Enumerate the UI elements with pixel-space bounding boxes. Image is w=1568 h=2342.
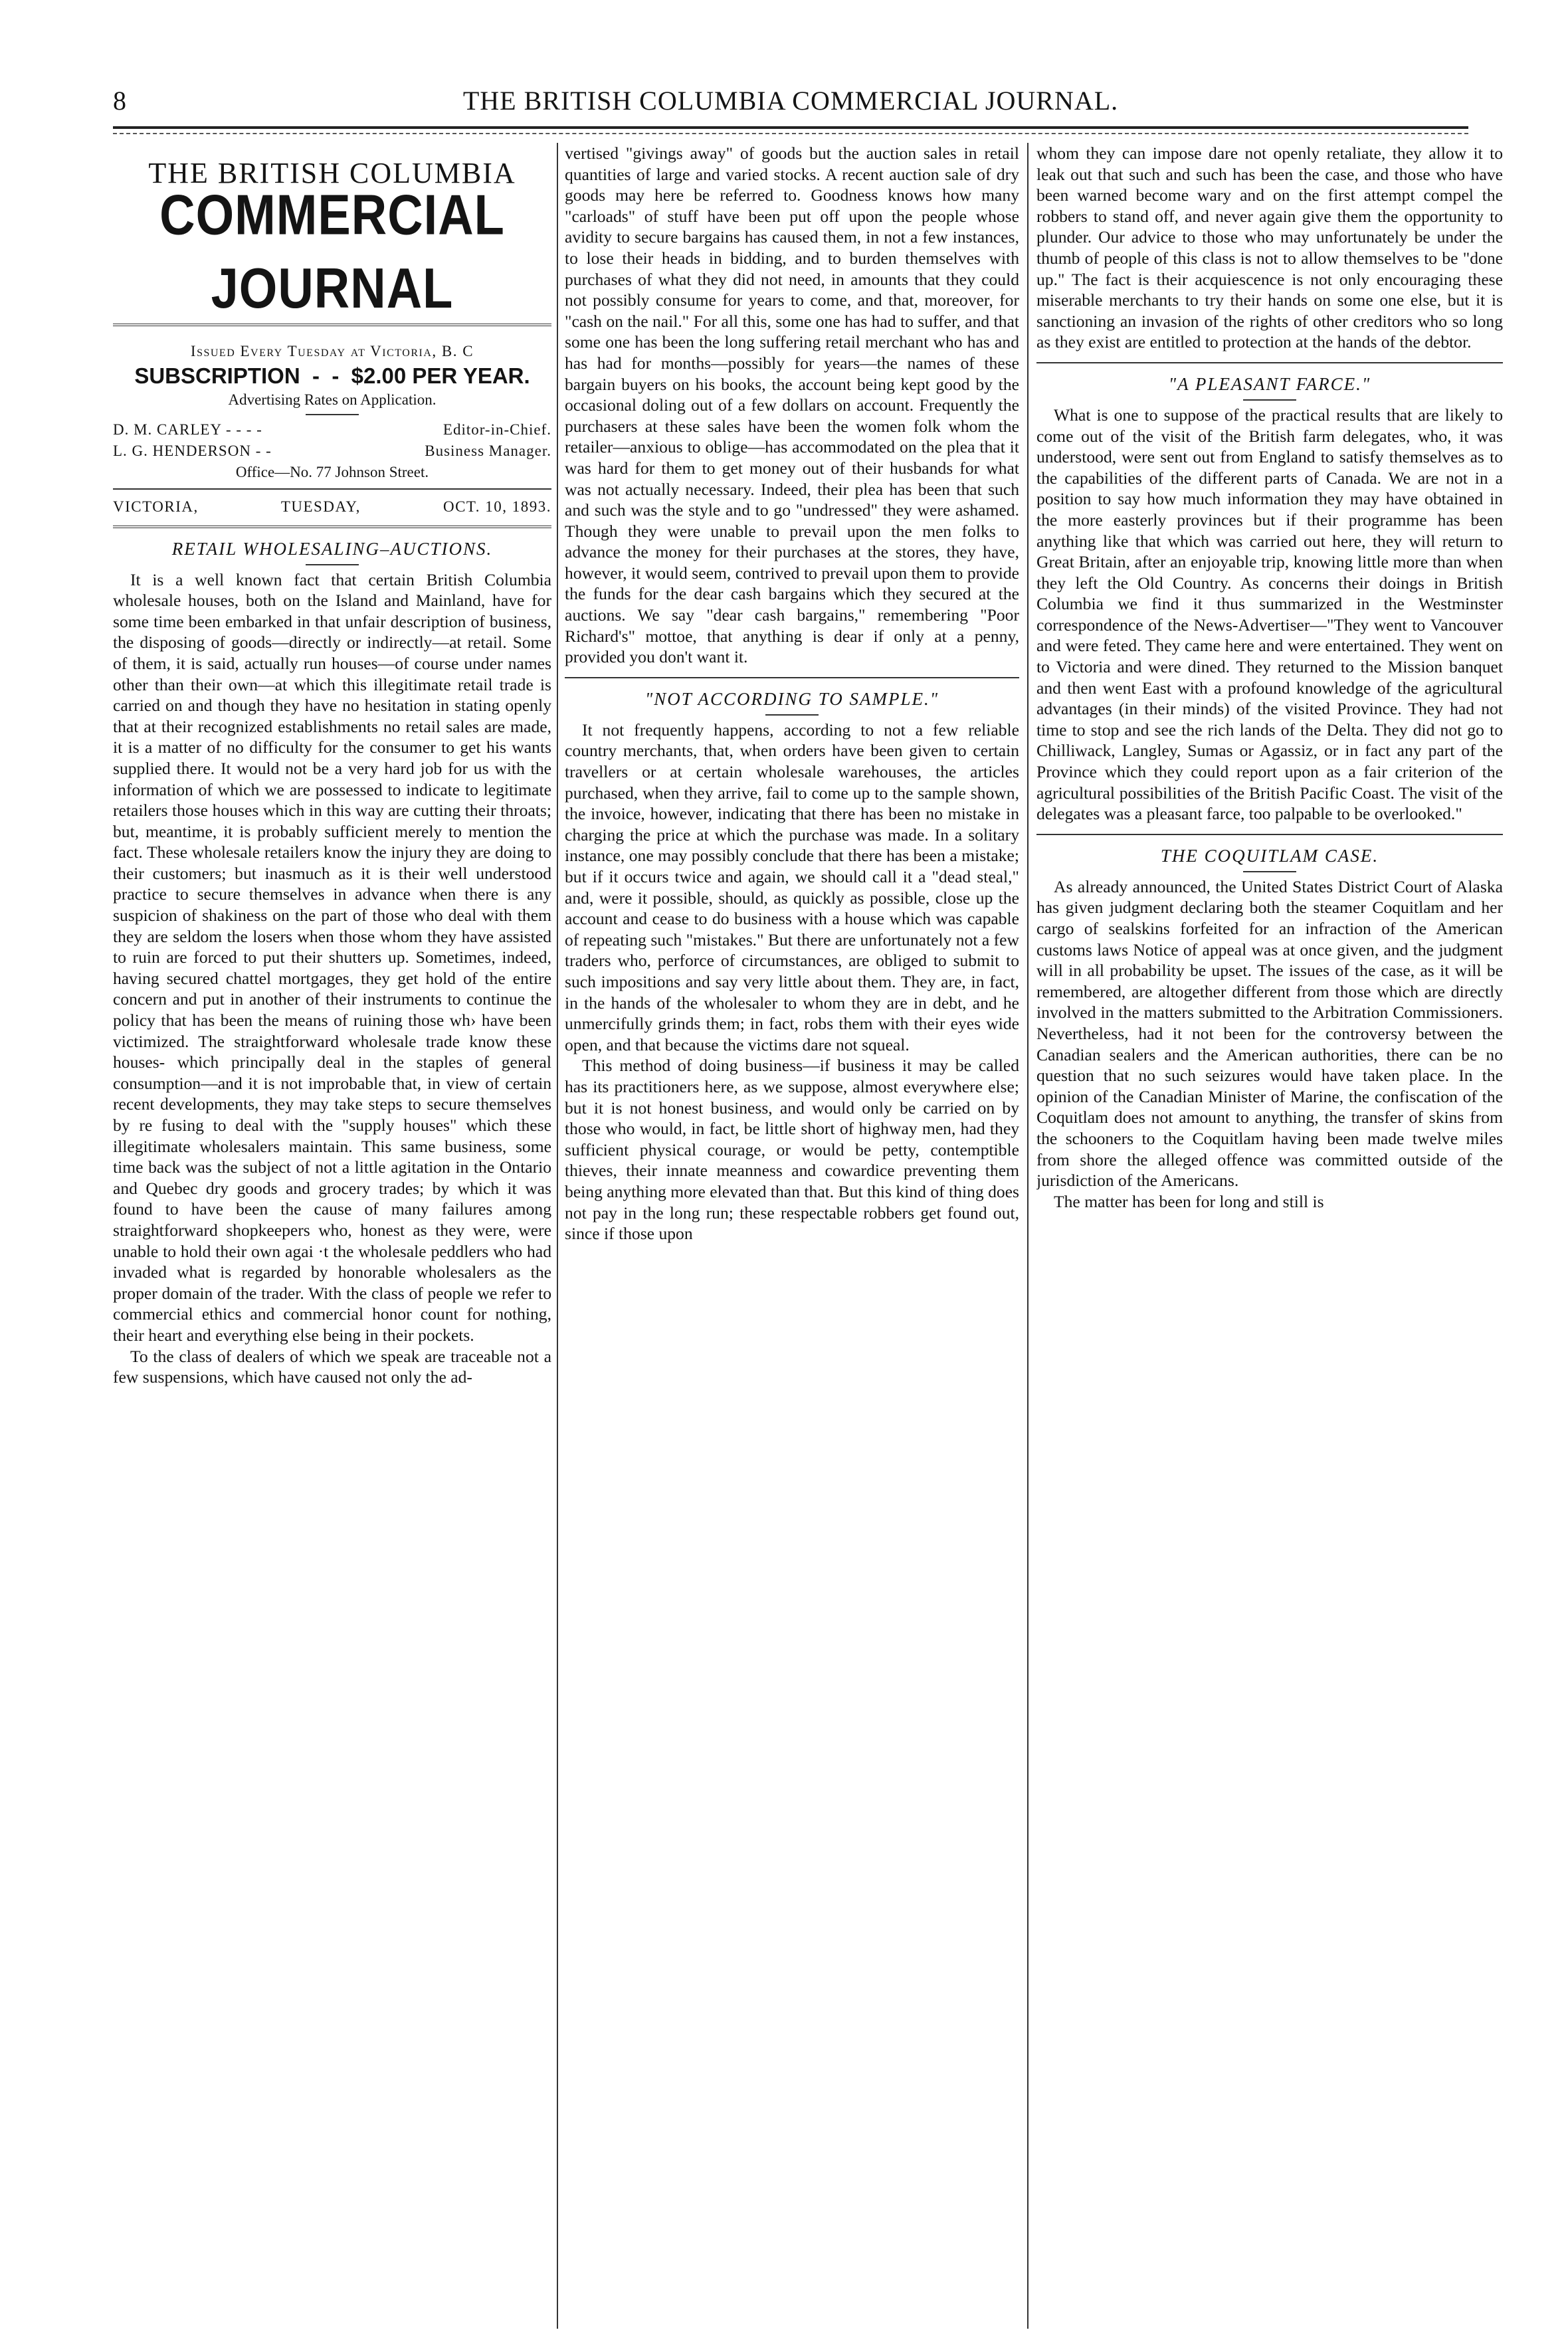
- page-number: 8: [113, 86, 126, 116]
- article-heading-coquitlam: THE COQUITLAM CASE.: [1160, 845, 1379, 866]
- article-heading-farce: "A PLEASANT FARCE.": [1168, 373, 1371, 394]
- column-divider: [1027, 143, 1029, 2329]
- rule: [1036, 834, 1503, 835]
- short-rule: [306, 414, 359, 415]
- rule: [113, 488, 551, 490]
- running-journal-title: THE BRITISH COLUMBIA COMMERCIAL JOURNAL.: [462, 86, 1119, 116]
- article-paragraph: The matter has been for long and still is: [1054, 1191, 1324, 1211]
- office-line: Office—No. 77 Johnson Street.: [235, 464, 429, 481]
- short-rule: [1243, 871, 1296, 872]
- article-heading-sample: "NOT ACCORDING TO SAMPLE.": [644, 688, 939, 709]
- article-paragraph: This method of doing business—if business it may be called has its practitioners here, as we suppose, almost everywhere else; but it is not honest business, and would only be carried on by those who would, in fact, be little short of highway men, had they sufficient physical courage, or would be petty, contemptible thieves, their innate meanness and cowardice preventing them being anything more elevated than that. But this kind of thing does not pay in the long run; these respectable robbers get found out, since if those upon: [565, 1056, 1019, 1244]
- article-paragraph: It is a well known fact that certain British Columbia wholesale houses, both on the Island and Mainland, have for some time been embarked in that unfair description of business, the disposing of goods—directly or indirectly—at retail. Some of them, it is said, actually run houses—of course under names other than their own—at which this illegitimate retail trade is carried on and though they have no hesitation in stating openly that at their recognized establishments no retail sales are made, it is a matter of no difficulty for the consumer to get his wants supplied there. It would not be a very hard job for us with the information of which we are possessed to indicate to legitimate retailers those houses which in this way are cutting their throats; but, meantime, it is probably sufficient merely to mention the fact. These wholesale retailers know the injury they are doing to their customers; but inasmuch as it is their well understood practice to secure themselves in advance when there is any suspicion of shakiness on the part of those who deal with them they are seldom the losers when those whom they have assisted to ruin are forced to put their shutters up. Sometimes, indeed, having secured chattel mortgages, they get hold of the entire concern and put in another of their instruments to continue the policy that has been the means of ruining those wh› have been victimized. The straightforward wholesale trade know these houses- which principally deal in the staples of general consumption—and it is not improbable that, in view of certain recent developments, they may take steps to secure themselves by re fusing to deal with the "supply houses" which these illegitimate wholesalers maintain. This same business, some time back was the subject of not a little agitation in the Ontario and Quebec dry goods and grocery trades; by which it was found to have been the cause of many failures among straightforward shopkeepers who, honest as they were, were unable to hold their own agai ·t the wholesale peddlers who had invaded what is regarded by honorable wholesalers as the proper domain of the trader. With the class of people we refer to commercial ethics and commercial honor count for nothing, their heart and everything else being in their pockets.: [113, 569, 551, 1345]
- manager-role: Business Manager.: [425, 442, 551, 460]
- running-head: [113, 85, 1468, 125]
- column-1: [113, 143, 551, 2329]
- advertising-line: Advertising Rates on Application.: [228, 391, 437, 408]
- article-paragraph: vertised "givings away" of goods but the auction sales in retail quantities of large and varied stocks. A recent auction sale of dry goods may here be referred to. Goodness knows how many "carloads" of stuff have been put off upon the people whose avidity to secure bargains has caused them, in not a few instances, to lose their heads in bidding, and to burden themselves with purchases of what they did not need, in amounts that they could not possibly consume for years to come, and that, moreover, for "cash on the nail." For all this, some one has had to suffer, and that some one has been the long suffering retail merchant who has and has had for months—possibly for years—the names of these bargain buyers on his books, the account being kept good by the occasional doling out of a few dollars on account. Frequently the purchasers at these sales have been the women folk whom the retailer—anxious to oblige—has accommodated on the plea that it was hard for them to get money out of their husbands for what was not actually necessary. Indeed, their plea has been that such and such was the style and to go "undressed" they were ashamed. Though they were unable to prevail upon the men folks to advance the money for their purchases at the stores, they have, however, it would seem, contrived to prevail upon them to provide the funds for the dear cash bargains which they secured at the auctions. We say "dear cash bargains," remembering "Poor Richard's" mottoe, that anything is dear if only at a penny, provided you don't want it.: [565, 144, 1019, 667]
- header-rule: [113, 126, 1468, 129]
- editor-role: Editor-in-Chief.: [442, 421, 551, 439]
- issued-line: Issued Every Tuesday at Victoria, B. C: [190, 342, 474, 359]
- manager-line: [113, 440, 551, 462]
- manager-name: L. G. HENDERSON - -: [113, 442, 272, 460]
- editor-name: D. M. CARLEY - - - -: [113, 421, 262, 439]
- subscription-line: SUBSCRIPTION - - $2.00 PER YEAR.: [134, 363, 530, 389]
- dateline-day: TUESDAY,: [280, 498, 361, 515]
- rule: [1036, 362, 1503, 363]
- masthead-title-large: COMMERCIAL JOURNAL: [159, 183, 505, 320]
- short-rule: [1243, 399, 1296, 401]
- article-paragraph: whom they can impose dare not openly retaliate, they allow it to leak out that such and such has been the case, and those who have been warned become wary and on the first attempt compel the robbers to stand off, and never again give them the opportunity to plunder. Our advice to those who may unfortunately be under the thumb of people of this class is not to allow themselves to be "done up." The fact is their acquiescence is not only encouraging these miserable merchants to try their hands on some one else, but it is sanctioning an invasion of the rights of other creditors who so long as they exist are entitled to protection at the hands of the debtor.: [1036, 144, 1503, 352]
- dateline-date: OCT. 10, 1893.: [442, 498, 551, 515]
- dateline: [113, 496, 551, 518]
- article-paragraph: As already announced, the United States District Court of Alaska has given judgment declaring both the steamer Coquitlam and her cargo of sealskins forfeited for an infraction of the American customs laws Notice of appeal was at once given, and the judgment will in all probability be upset. The issues of the case, as it will be remembered, are altogether different from those which are directly involved in the matters submitted to the Arbitration Commissioners. Nevertheless, had it not been for the controversy between the Canadian sealers and the American authorities, there can be no question that no such seizures would have taken place. In the opinion of the Canadian Minister of Marine, the confiscation of the Coquitlam does not amount to anything, the transfer of skins from the schooners to the Coquitlam having been made twelve miles from shore the alleged offence was committed outside of the jurisdiction of the Americans.: [1036, 876, 1503, 1191]
- column-2: [565, 143, 1019, 2329]
- rule: [565, 677, 1019, 678]
- short-rule: [306, 564, 359, 565]
- article-paragraph: It not frequently happens, according to not a few reliable country merchants, that, when orders have been given to certain travellers or at certain wholesale warehouses, the articles purchased, when they arrive, fail to come up to the sample shown, the invoice, however, indicating that there has been no mistake in charging the price at which the purchase was made. In a solitary instance, one may possibly conclude that there has been a mistake; but if it occurs twice and again, we should call it a "dead steal," and, were it possible, should, as quickly as possible, close up the account and cease to do business with a house which was capable of repeating such "mistakes." But there are unfortunately not a few traders who, perforce of circumstances, are obliged to submit to such impositions and say very little about them. They are, in fact, in the hands of the wholesaler to whom they are in debt, and he unmercifully grinds them; in fact, robs them with their eyes wide open, and that because the victims dare not squeal.: [565, 720, 1019, 1054]
- column-3: [1036, 143, 1503, 2329]
- rule: [113, 526, 551, 528]
- masthead-title-small: THE BRITISH COLUMBIA: [148, 157, 516, 189]
- header-dashed-rule: [113, 133, 1468, 134]
- editor-line: [113, 419, 551, 440]
- article-paragraph: What is one to suppose of the practical results that are likely to come out of the visit of the British farm delegates, who, it was understood, were sent out from England to satisfy themselves as to the capabilities of the different parts of Canada. We are not in a position to say how much information they may have obtained in the more easterly provinces but if their programme has been anything like that which was carried out here, they will return to Great Britain, after an enjoyable trip, knowing little more than when they left the Old Country. As concerns their doings in British Columbia we find it thus summarized in the Westminster correspondence of the News-Advertiser—"They went to Vancouver and were feted. They came here and were entertained. They went on to Victoria and were dined. They returned to the Mission banquet and then went East with a profound knowledge of the agricultural advantages (in their minds) of the visited Province. They had not time to stop and see the rich lands of the Delta. They did not go to Chilliwack, Langley, Sumas or Agassiz, or in fact any part of the Province which they could report upon as a fair criterion of the agricultural possibilities of the British Pacific Coast. The visit of the delegates was a pleasant farce, too palpable to be overlooked.": [1036, 405, 1503, 824]
- dateline-place: VICTORIA,: [113, 498, 199, 515]
- article-heading-retail: RETAIL WHOLESALING–AUCTIONS.: [171, 538, 493, 559]
- short-rule: [765, 714, 819, 716]
- column-divider: [557, 143, 558, 2329]
- article-paragraph: To the class of dealers of which we speak are traceable not a few suspensions, which have caused not only the ad-: [113, 1346, 551, 1387]
